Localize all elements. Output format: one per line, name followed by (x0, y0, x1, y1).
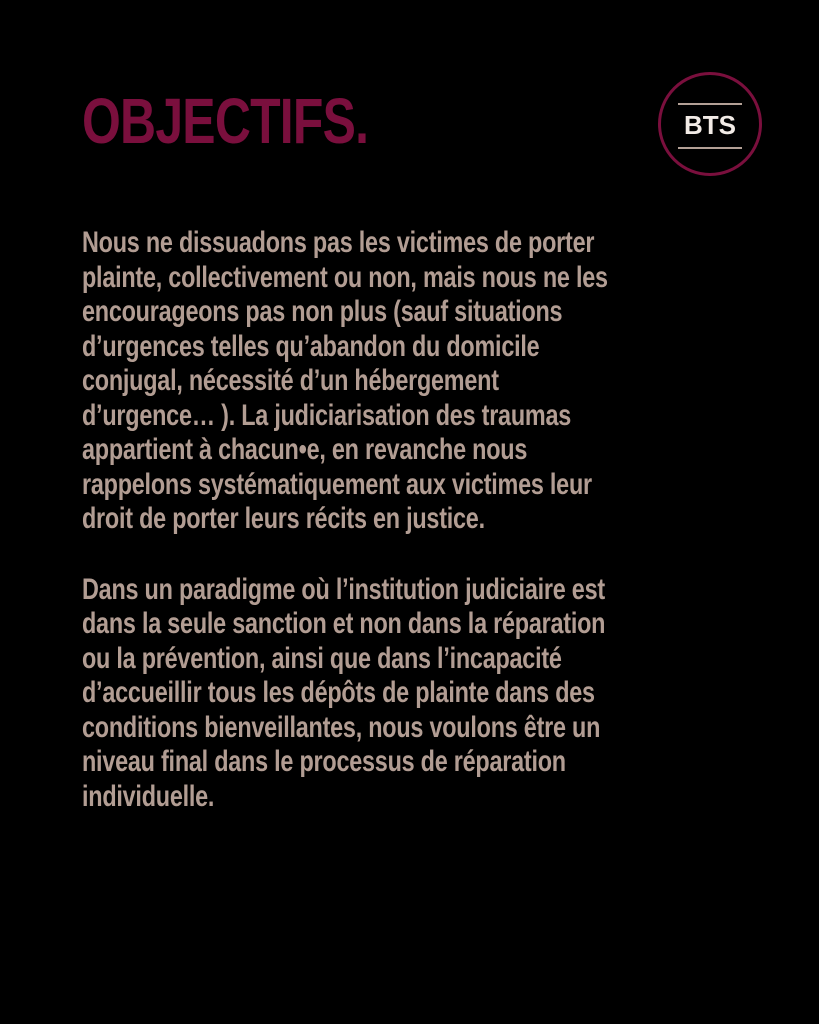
paragraph-2 (82, 573, 722, 815)
logo-text: BTS (684, 110, 736, 140)
text-line: rappelons systématiquement aux victimes leur (82, 467, 592, 501)
page-title: OBJECTIFS. (82, 85, 369, 157)
text-line: encourageons pas non plus (sauf situations (82, 295, 563, 328)
text-line: individuelle. (82, 779, 215, 813)
text-line: conjugal, nécessité d’un hébergement (82, 364, 499, 397)
text-line: d’urgences telles qu’abandon du domicile (82, 329, 540, 363)
text-line: ou la prévention, ainsi que dans l’incapacité (82, 641, 562, 675)
text-line: d’urgence… ). La judiciarisation des traumas (82, 398, 572, 432)
text-line: dans la seule sanction et non dans la réparation (82, 607, 606, 640)
text-line: appartient à chacun•e, en revanche nous (82, 433, 528, 466)
text-line: Dans un paradigme où l’institution judiciaire est (82, 572, 605, 606)
text-line: niveau final dans le processus de réparation (82, 745, 566, 778)
text-line: plainte, collectivement ou non, mais nous ne les (82, 260, 608, 294)
paragraph-1 (82, 226, 722, 537)
body-text (82, 226, 722, 814)
bts-logo (658, 72, 762, 176)
text-line: d’accueillir tous les dépôts de plainte dans des (82, 676, 595, 709)
logo-top-rule (678, 103, 742, 105)
text-line: conditions bienveillantes, nous voulons être un (82, 710, 601, 744)
text-line: droit de porter leurs récits en justice. (82, 502, 485, 535)
logo-bottom-rule (678, 147, 742, 149)
text-line: Nous ne dissuadons pas les victimes de porter (82, 226, 595, 259)
